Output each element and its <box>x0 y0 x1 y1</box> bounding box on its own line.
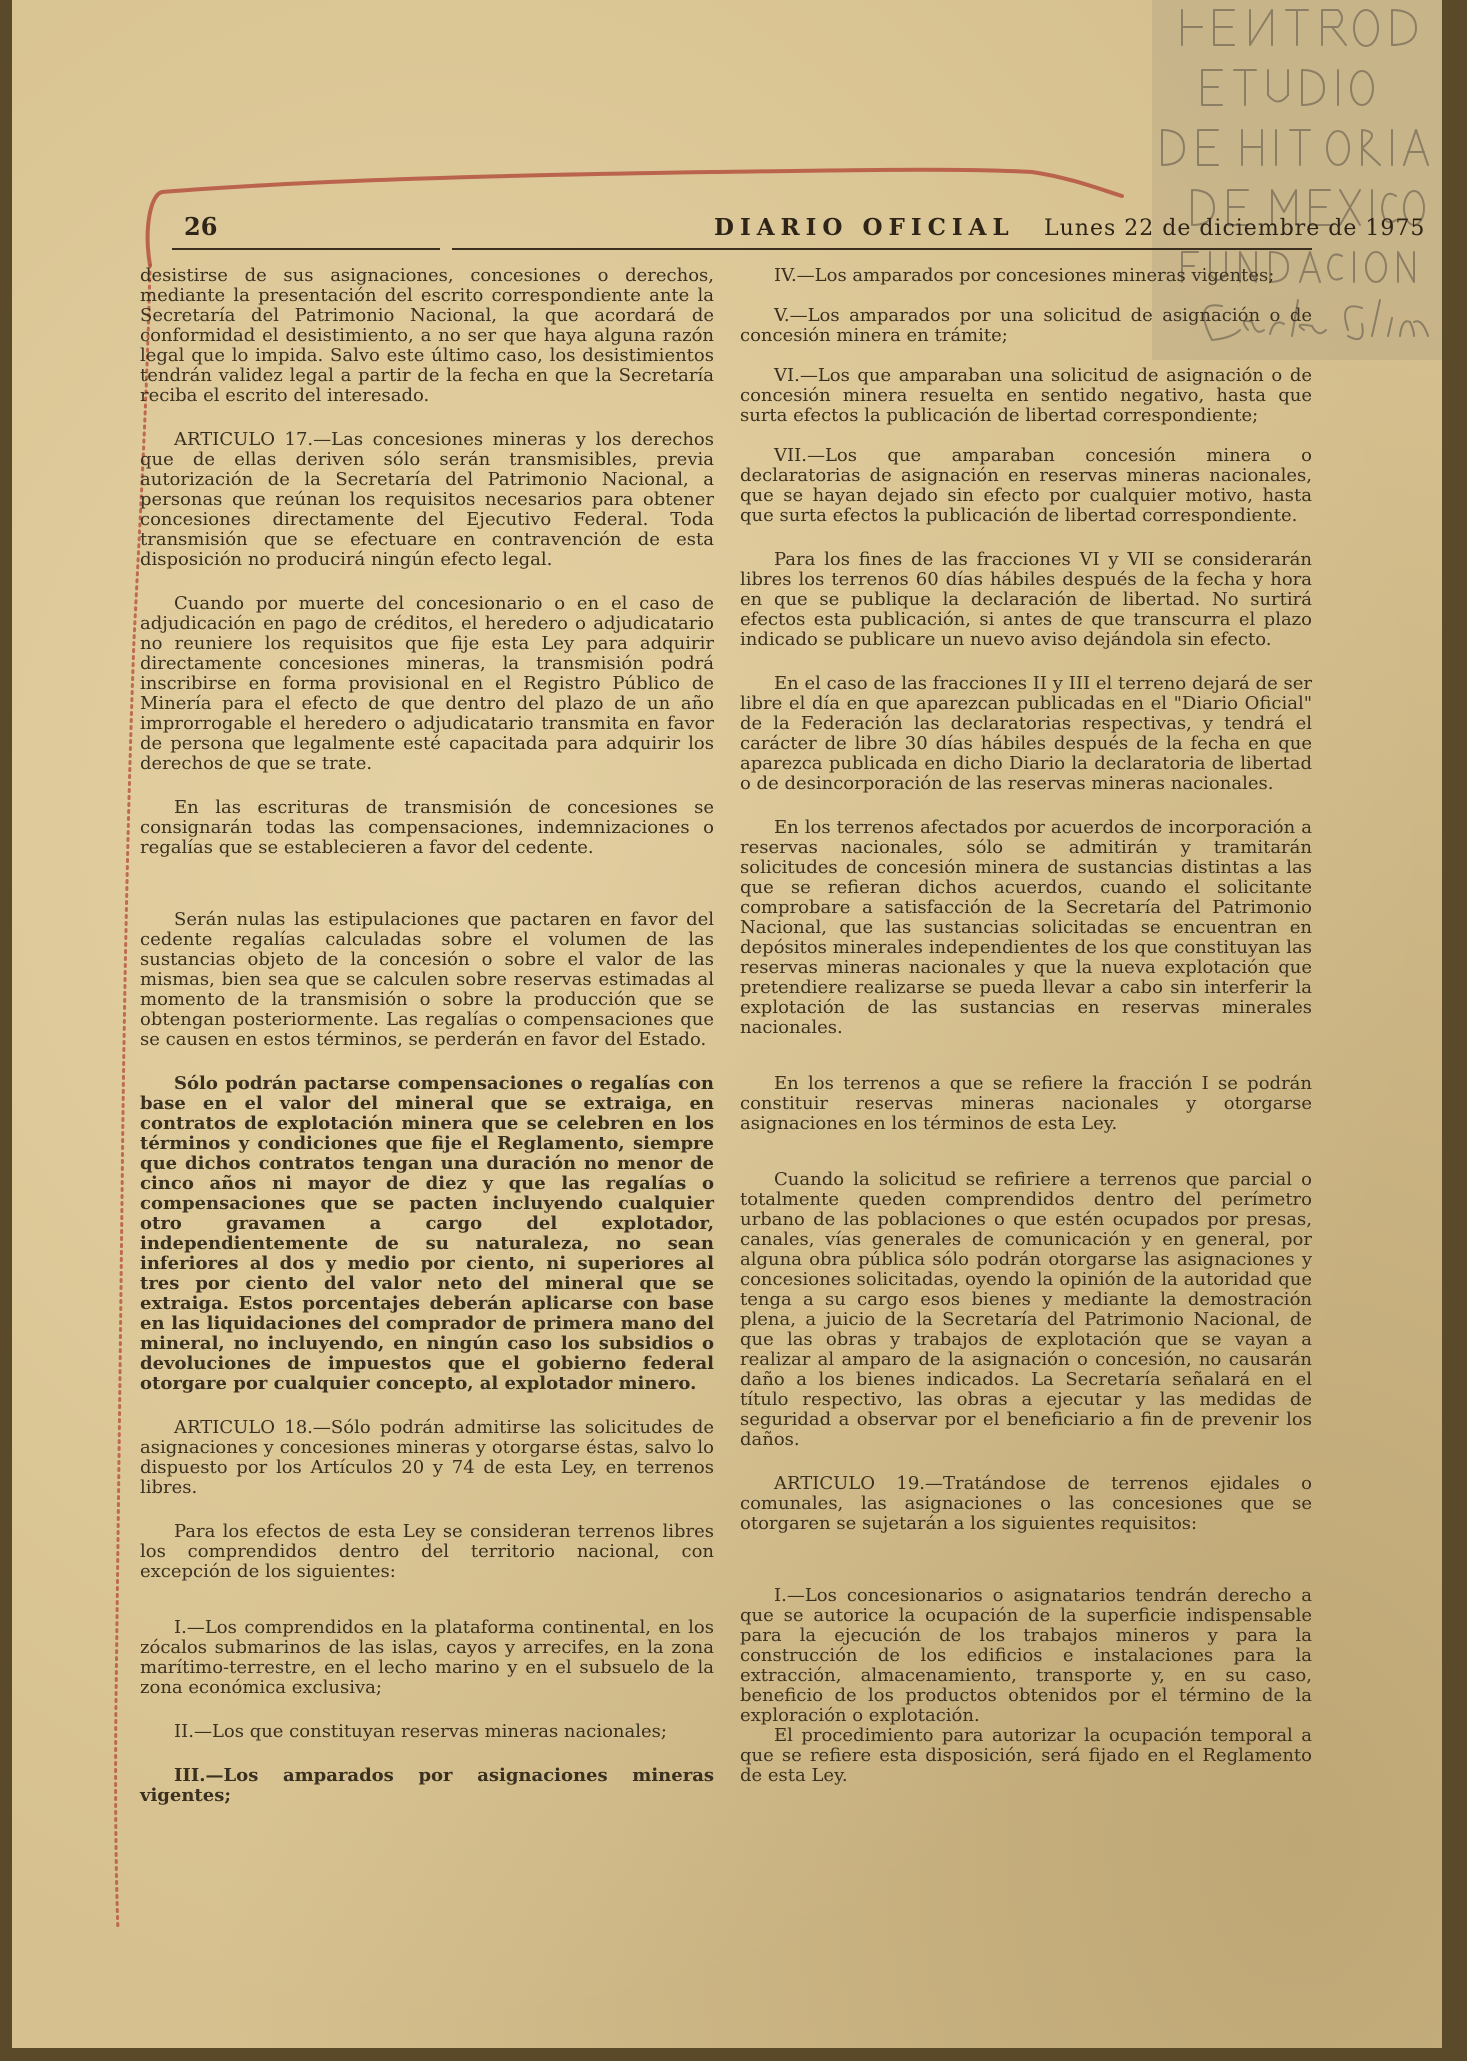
article-17: ARTICULO 17.—Las concesiones mineras y los derechos que de ellas deriven sólo serán transmisibles, previa autorización de la Secretaría del Patrimonio Nacional, a personas que reúnan los requisitos necesarios para obtener concesiones directamente del Ejecutivo Federal. Toda transmisión que se efectuare en contravención de esta disposición no producirá ningún efecto legal. <box>140 429 714 570</box>
paragraph: Cuando por muerte del concesionario o en el caso de adjudicación en pago de créditos, el heredero o adjudicatario no reuniere los requisitos que fije esta Ley para adquirir directamente concesiones mineras, la transmisión podrá inscribirse en forma provisional en el Registro Público de Minería para el efecto de que dentro del plazo de un año improrrogable el heredero o adjudicatario transmita en favor de persona que legalmente esté capacitada para adquirir los derechos de que se trate. <box>140 593 714 774</box>
fraction-v: V.—Los amparados por una solicitud de asignación o de concesión minera en trámite; <box>740 305 1312 346</box>
paragraph: Sólo podrán pactarse compensaciones o regalías con base en el valor del mineral que se extraiga, en contratos de explotación minera que se celebren en los términos y condiciones que fije el Reglamento, siempre que dichos contratos tengan una duración no menor de cinco años ni mayor de diez y que las regalías o compensaciones que se pacten incluyendo cualquier otro gravamen a cargo del explotador, independientemente de su naturaleza, no sean inferiores al dos y medio por ciento, ni superiores al tres por ciento del valor neto del mineral que se extraiga. Estos porcentajes deberán aplicarse con base en las liquidaciones del comprador de primera mano del mineral, no incluyendo, en ningún caso los subsidios o devoluciones de impuestos que el gobierno federal otorgare por cualquier concepto, al explotador minero. <box>140 1073 714 1394</box>
masthead-title: DIARIO OFICIAL <box>714 214 1015 241</box>
paragraph: En las escrituras de transmisión de concesiones se consignarán todas las compensaciones, indemnizaciones o regalías que se establecieren a favor del cedente. <box>140 797 714 858</box>
paragraph: Serán nulas las estipulaciones que pactaren en favor del cedente regalías calculadas sobre el volumen de las sustancias objeto de la concesión o sobre el valor de las mismas, bien sea que se calculen sobre reservas estimadas al momento de la transmisión o sobre la producción que se obtengan posteriormente. Las regalías o compensaciones que se causen en estos términos, se perderán en favor del Estado. <box>140 909 714 1050</box>
fraction-iv: IV.—Los amparados por concesiones mineras vigentes; <box>774 265 1275 286</box>
fraction-ii: II.—Los que constituyan reservas mineras nacionales; <box>174 1721 667 1742</box>
fraction-iii: III.—Los amparados por asignaciones mineras vigentes; <box>140 1765 714 1806</box>
paragraph: El procedimiento para autorizar la ocupación temporal a que se refiere esta disposición, será fijado en el Reglamento de esta Ley. <box>740 1725 1312 1786</box>
paragraph: Para los efectos de esta Ley se consideran terrenos libres los comprendidos dentro del territorio nacional, con excepción de los siguientes: <box>140 1521 714 1582</box>
header-rule-right <box>452 248 1312 250</box>
fraction-vi: VI.—Los que amparaban una solicitud de asignación o de concesión minera resuelta en sentido negativo, hasta que surta efectos la publicación de libertad correspondiente; <box>740 365 1312 426</box>
right-column <box>740 266 1312 1786</box>
fraction-vii: VII.—Los que amparaban concesión minera o declaratorias de asignación en reservas mineras nacionales, que se hayan dejado sin efecto por cualquier motivo, hasta que surta efectos la publicación de libertad correspondiente. <box>740 445 1312 526</box>
issue-date: Lunes 22 de diciembre de 1975 <box>1044 216 1426 241</box>
fraction-i: I.—Los comprendidos en la plataforma continental, en los zócalos submarinos de las islas, cayos y arrecifes, en la zona marítimo-terrestre, en el lecho marino y en el subsuelo de la zona económica exclusiva; <box>140 1617 714 1698</box>
fraction-i-ejidos: I.—Los concesionarios o asignatarios tendrán derecho a que se autorice la ocupación de la superficie indispensable para la ejecución de los trabajos mineros y para la construcción de los edificios e instalaciones para la extracción, almacenamiento, transporte y, en su caso, beneficio de los productos obtenidos por el término de la exploración o explotación. <box>740 1585 1312 1726</box>
page-number: 26 <box>184 212 218 241</box>
paragraph: En los terrenos afectados por acuerdos de incorporación a reservas nacionales, sólo se admitirán y tramitarán solicitudes de concesión minera de sustancias distintas a las que se refieran dichos acuerdos, cuando el solicitante comprobare a satisfacción de la Secretaría del Patrimonio Nacional, que las sustancias solicitadas se encuentran en depósitos minerales independientes de los que constituyan las reservas mineras nacionales y que la nueva explotación que pretendiere realizarse se pueda llevar a cabo sin interferir la explotación de las sustancias en reservas minerales nacionales. <box>740 817 1312 1038</box>
paragraph: Cuando la solicitud se refiriere a terrenos que parcial o totalmente queden comprendidos dentro del perímetro urbano de las poblaciones o que estén ocupados por presas, canales, vías generales de comunicación y en general, por alguna obra pública sólo podrán otorgarse las asignaciones y concesiones solicitadas, oyendo la opinión de la autoridad que tenga a su cargo esos bienes y mediante la demostración plena, a juicio de la Secretaría del Patrimonio Nacional, de que las obras y trabajos de explotación que se vayan a realizar al amparo de la asignación o concesión, no causarán daño a los bienes indicados. La Secretaría señalará en el título respectivo, las obras a ejecutar y las medidas de seguridad a observar por el beneficiario a fin de prevenir los daños. <box>740 1169 1312 1450</box>
document-page <box>12 0 1442 2048</box>
paragraph: Para los fines de las fracciones VI y VII se considerarán libres los terrenos 60 días hábiles después de la fecha y hora en que se publique la declaración de libertad. No surtirá efectos esta publicación, si antes de que transcurra el plazo indicado se publicare un nuevo aviso dejándola sin efecto. <box>740 549 1312 650</box>
paragraph: desistirse de sus asignaciones, concesiones o derechos, mediante la presentación del escrito correspondiente ante la Secretaría del Patrimonio Nacional, la que acordará de conformidad el desistimiento, a no ser que haya alguna razón legal que lo impida. Salvo este último caso, los desistimientos tendrán validez legal a partir de la fecha en que la Secretaría reciba el escrito del interesado. <box>140 265 714 406</box>
page-header <box>164 208 1434 248</box>
article-18: ARTICULO 18.—Sólo podrán admitirse las solicitudes de asignaciones y concesiones mineras y otorgarse éstas, salvo lo dispuesto por los Artículos 20 y 74 de esta Ley, en terrenos libres. <box>140 1417 714 1498</box>
header-rule-left <box>172 248 440 250</box>
paragraph: En los terrenos a que se refiere la fracción I se podrán constituir reservas mineras nacionales y otorgarse asignaciones en los términos de esta Ley. <box>740 1073 1312 1134</box>
article-19: ARTICULO 19.—Tratándose de terrenos ejidales o comunales, las asignaciones o las concesiones que se otorgaren se sujetarán a los siguientes requisitos: <box>740 1473 1312 1534</box>
paragraph: En el caso de las fracciones II y III el terreno dejará de ser libre el día en que aparezcan publicadas en el "Diario Oficial" de la Federación las declaratorias respectivas, y tendrá el carácter de libre 30 días hábiles después de la fecha en que aparezca publicada en dicho Diario la declaratoria de libertad o de desincorporación de las reservas mineras nacionales. <box>740 673 1312 794</box>
left-column <box>140 266 714 1806</box>
